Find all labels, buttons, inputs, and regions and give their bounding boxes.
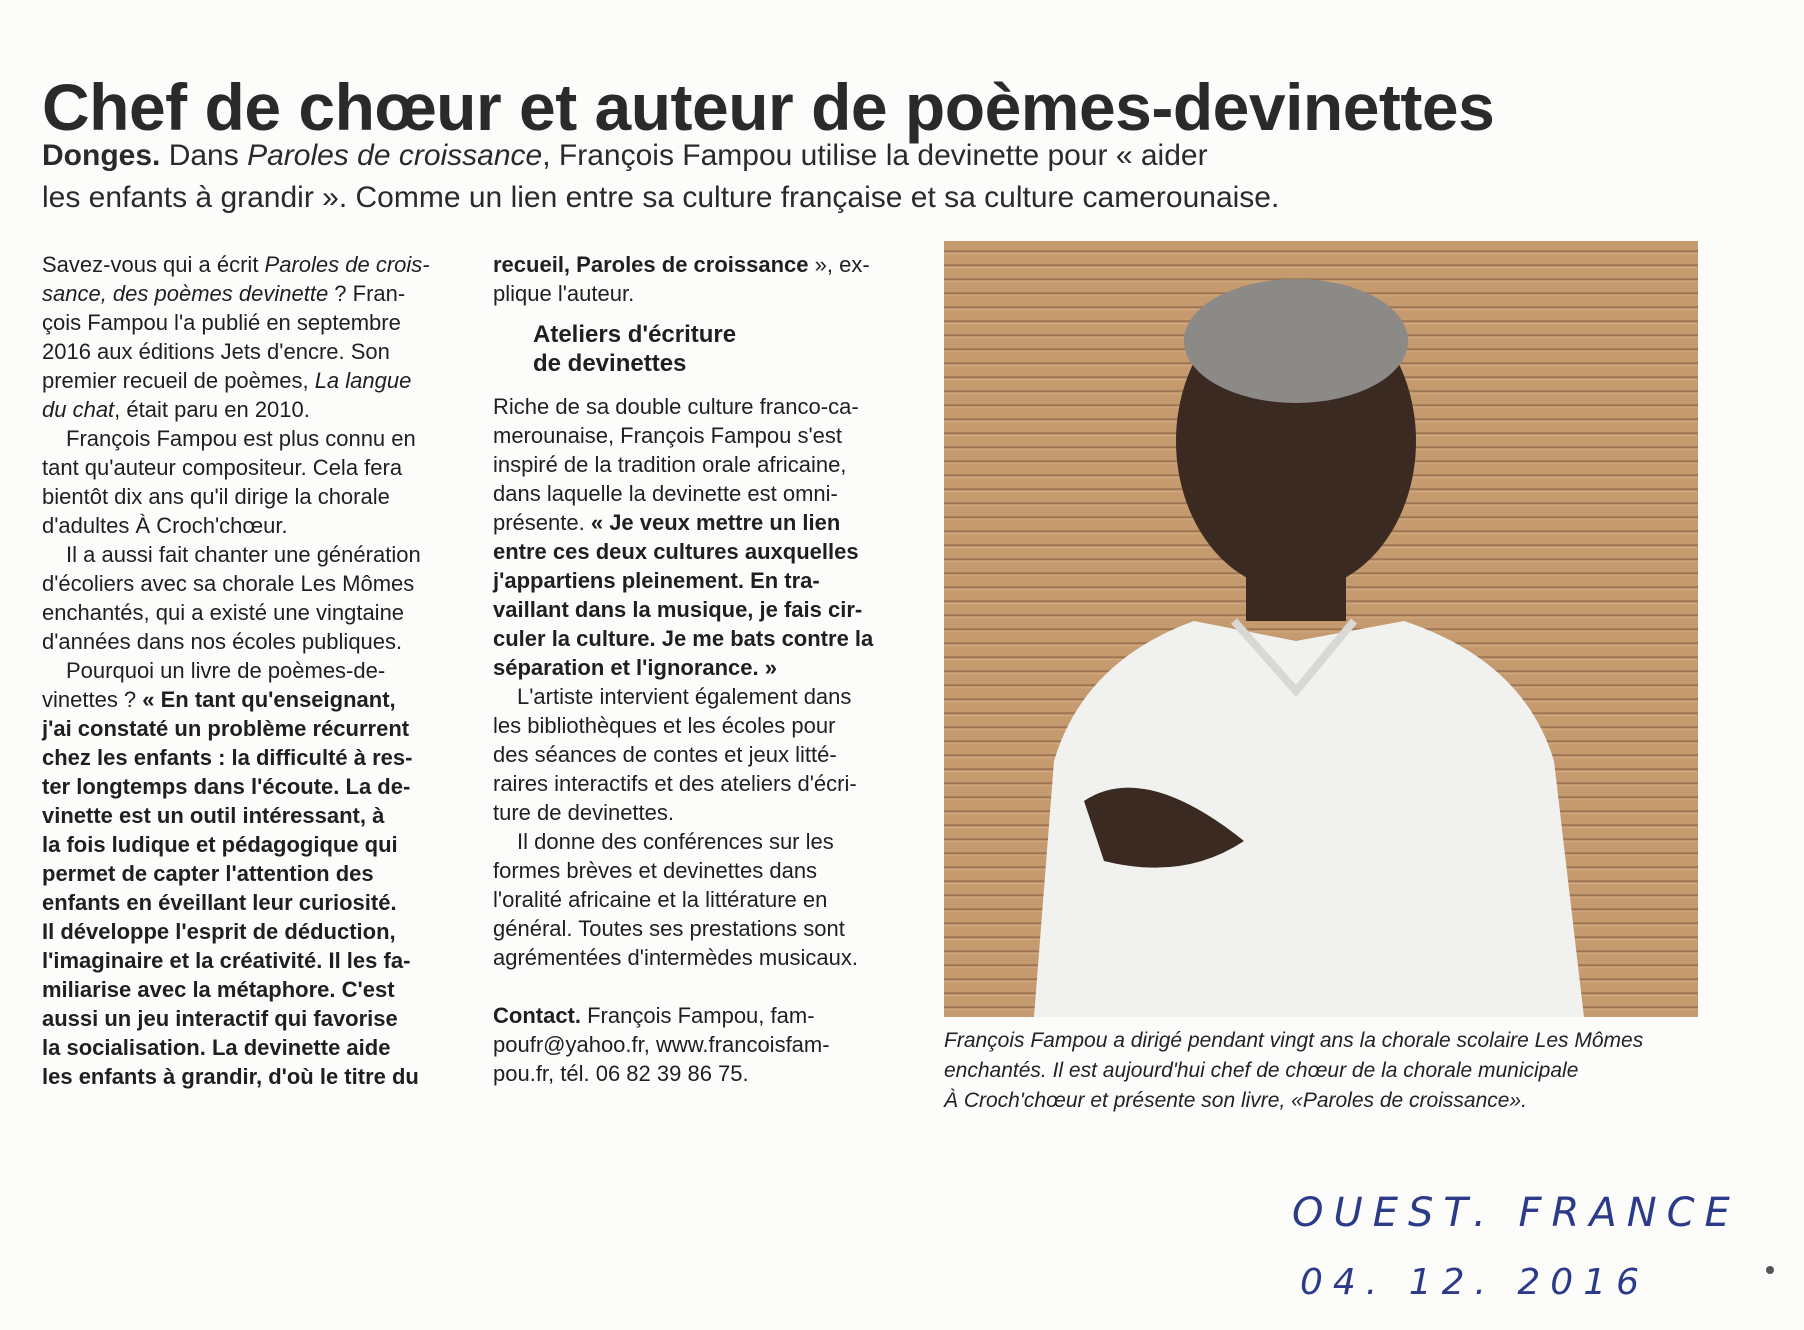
quote-line: chez les enfants : la difficulté à res-	[42, 745, 413, 770]
lede-place: Donges.	[42, 139, 161, 172]
text: présente.	[493, 510, 591, 535]
person-hair	[1184, 279, 1408, 403]
text-line: enchantés, qui a existé une vingtaine	[42, 600, 405, 625]
book-title: La langue	[314, 368, 412, 393]
text-line: Pourquoi un livre de poèmes-de-	[66, 658, 386, 683]
quote-line: ter longtemps dans l'écoute. La de-	[42, 774, 411, 799]
text-line: ture de devinettes.	[493, 800, 675, 825]
handwritten-date: 04. 12. 2016	[1300, 1262, 1650, 1303]
quote-line: entre ces deux cultures auxquelles	[493, 539, 859, 564]
text-line: tant qu'auteur compositeur. Cela fera	[42, 455, 403, 480]
text-line: Riche de sa double culture franco-ca-	[493, 394, 859, 419]
text-line	[493, 508, 913, 537]
quote-line: j'appartiens pleinement. En tra-	[493, 568, 820, 593]
quote-line: enfants en éveillant leur curiosité.	[42, 890, 397, 915]
quote-line: permet de capter l'attention des	[42, 861, 374, 886]
text-line: L'artiste intervient également dans	[517, 684, 852, 709]
contact-label: Contact.	[493, 1003, 581, 1028]
text-line: d'adultes À Croch'chœur.	[42, 513, 288, 538]
text-line: raires interactifs et des ateliers d'écri-	[493, 771, 857, 796]
text-line: François Fampou est plus connu en	[66, 426, 416, 451]
subheading-line: de devinettes	[533, 350, 687, 377]
text-line: des séances de contes et jeux litté-	[493, 742, 837, 767]
quote-line: vinette est un outil intéressant, à	[42, 803, 385, 828]
lede	[42, 135, 1542, 219]
quote-text: « En tant qu'enseignant,	[142, 687, 396, 712]
text-line: d'écoliers avec sa chorale Les Mômes	[42, 571, 415, 596]
text-line: bientôt dix ans qu'il dirige la chorale	[42, 484, 390, 509]
book-title: du chat	[42, 397, 115, 422]
contact-text: François Fampou, fam-	[581, 1003, 815, 1028]
quote-line: vaillant dans la musique, je fais cir-	[493, 597, 863, 622]
scan-speck	[1762, 1262, 1778, 1278]
paragraph-gap	[493, 972, 913, 1001]
text-line: Il a aussi fait chanter une génération	[66, 542, 421, 567]
quote-line: séparation et l'ignorance. »	[493, 655, 777, 680]
headline: Chef de chœur et auteur de poèmes-devinettes	[42, 70, 1495, 145]
portrait-illustration	[944, 241, 1698, 1017]
quote-line: l'imaginaire et la créativité. Il les fa-	[42, 948, 411, 973]
quote-text: « Je veux mettre un lien	[590, 510, 841, 535]
caption-line: François Fampou a dirigé pendant vingt ans la chorale scolaire Les Mômes	[944, 1029, 1644, 1052]
caption-line: enchantés. Il est aujourd'hui chef de chœur de la chorale municipale	[944, 1059, 1579, 1082]
quote-line: j'ai constaté un problème récurrent	[42, 716, 410, 741]
text-line: merounaise, François Fampou s'est	[493, 423, 843, 448]
text-line	[42, 685, 462, 714]
photo-caption	[944, 1026, 1704, 1116]
book-title: sance, des poèmes devinette	[42, 281, 329, 306]
portrait-photo	[944, 241, 1698, 1017]
text-line: çois Fampou l'a publié en septembre	[42, 310, 401, 335]
subheading-line: Ateliers d'écriture	[533, 321, 737, 348]
text: premier recueil de poèmes,	[42, 368, 315, 393]
lede-text: Dans	[168, 139, 248, 172]
text: Savez-vous qui a écrit	[42, 252, 265, 277]
text-line: Il donne des conférences sur les	[517, 829, 834, 854]
handwritten-source: OUEST. FRANCE	[1292, 1190, 1740, 1236]
text: , était paru en 2010.	[114, 397, 310, 422]
lede-text: , François Fampou utilise la devinette pour « aider	[542, 139, 1208, 172]
text-line: formes brèves et devinettes dans	[493, 858, 818, 883]
text-line: 2016 aux éditions Jets d'encre. Son	[42, 339, 390, 364]
lede-line-1	[42, 135, 1542, 177]
quote-line	[493, 250, 913, 279]
text-line: plique l'auteur.	[493, 281, 635, 306]
text-line	[42, 366, 462, 395]
text-line: l'oralité africaine et la littérature en	[493, 887, 828, 912]
lede-book-title: Paroles de croissance	[247, 139, 543, 172]
text-line: les bibliothèques et les écoles pour	[493, 713, 836, 738]
quote-line: miliarise avec la métaphore. C'est	[42, 977, 395, 1002]
quote-line: culer la culture. Je me bats contre la	[493, 626, 874, 651]
quote-line: aussi un jeu interactif qui favorise	[42, 1006, 398, 1031]
quote-line: Il développe l'esprit de déduction,	[42, 919, 396, 944]
text-line: d'années dans nos écoles publiques.	[42, 629, 403, 654]
quote-line: les enfants à grandir, d'où le titre du	[42, 1064, 419, 1089]
quote-text: recueil, Paroles de croissance	[493, 252, 809, 277]
book-title: Paroles de crois-	[264, 252, 430, 277]
text: ? Fran-	[328, 281, 406, 306]
text-line: agrémentées d'intermèdes musicaux.	[493, 945, 858, 970]
text-line	[42, 250, 462, 279]
text-line	[42, 279, 462, 308]
text-line	[42, 395, 462, 424]
text: vinettes ?	[42, 687, 143, 712]
contact-line	[493, 1001, 913, 1030]
text: », ex-	[808, 252, 870, 277]
lede-line-2: les enfants à grandir ». Comme un lien entre sa culture française et sa culture camerounaise.	[42, 181, 1280, 214]
text-line: dans laquelle la devinette est omni-	[493, 481, 838, 506]
text-line: général. Toutes ses prestations sont	[493, 916, 845, 941]
contact-line: poufr@yahoo.fr, www.francoisfam-	[493, 1032, 830, 1057]
speck-dot	[1766, 1266, 1774, 1274]
article-column-1	[42, 250, 462, 1091]
contact-line: pou.fr, tél. 06 82 39 86 75.	[493, 1061, 749, 1086]
section-subheading	[493, 320, 913, 378]
article-column-2	[493, 250, 913, 1088]
quote-line: la fois ludique et pédagogique qui	[42, 832, 398, 857]
text-line: inspiré de la tradition orale africaine,	[493, 452, 847, 477]
person-neck	[1246, 561, 1346, 621]
caption-line: À Croch'chœur et présente son livre, «Paroles de croissance».	[944, 1089, 1527, 1112]
quote-line: la socialisation. La devinette aide	[42, 1035, 391, 1060]
